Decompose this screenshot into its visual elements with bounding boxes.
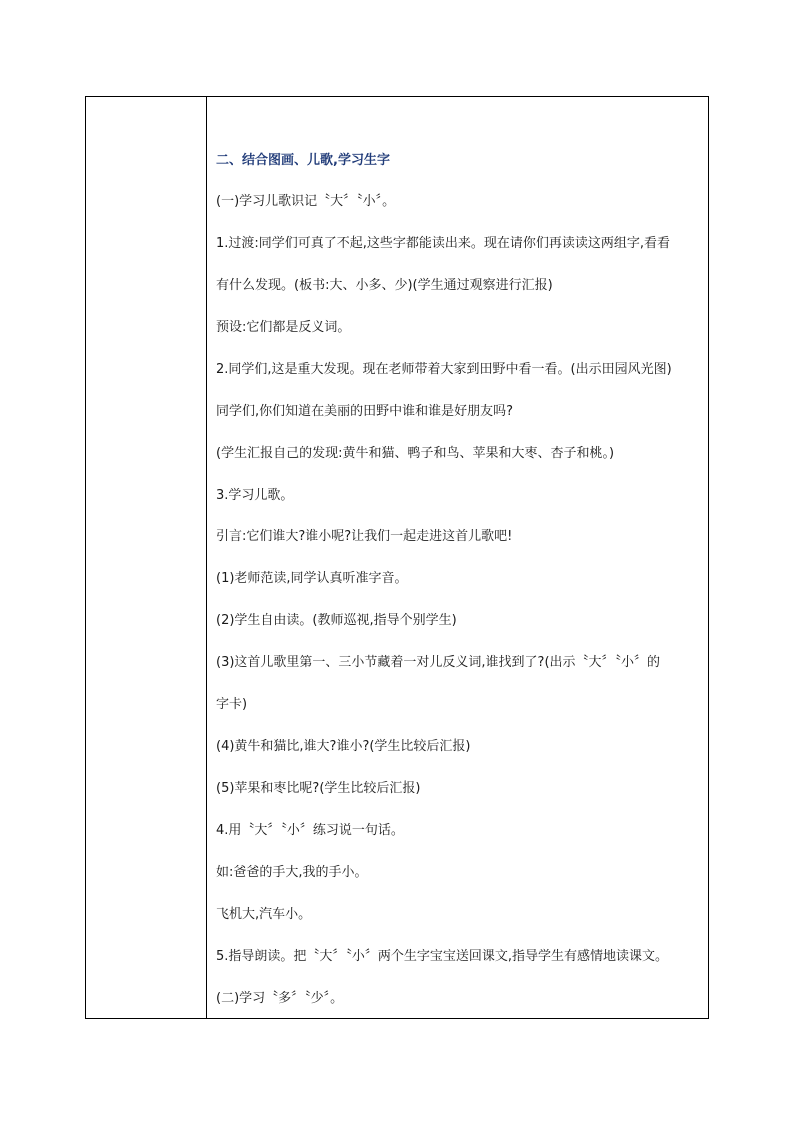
paragraph-line: 引言:它们谁大?谁小呢?让我们一起走进这首儿歌吧! bbox=[216, 529, 513, 544]
paragraph-line: 5.指导朗读。把〝大〞〝小〞两个生字宝宝送回课文,指导学生有感情地读课文。 bbox=[216, 949, 669, 964]
paragraph-line: 1.过渡:同学们可真了不起,这些字都能读出来。现在请你们再读读这两组字,看看 bbox=[216, 236, 671, 251]
lesson-table bbox=[85, 96, 709, 1019]
subsection-heading: (一)学习儿歌识记〝大〞〝小〞。 bbox=[216, 194, 396, 209]
paragraph-line: 字卡) bbox=[216, 697, 248, 712]
paragraph-line: 飞机大,汽车小。 bbox=[216, 907, 312, 922]
table-left-cell bbox=[86, 97, 207, 1018]
paragraph-line: 有什么发现。(板书:大、小多、少)(学生通过观察进行汇报) bbox=[216, 278, 553, 293]
paragraph-line: 如:爸爸的手大,我的手小。 bbox=[216, 865, 368, 880]
paragraph-line: 4.用〝大〞〝小〞练习说一句话。 bbox=[216, 823, 404, 838]
paragraph-line: 3.学习儿歌。 bbox=[216, 488, 294, 503]
paragraph-line: (2)学生自由读。(教师巡视,指导个别学生) bbox=[216, 613, 457, 628]
table-content-cell bbox=[207, 97, 708, 1018]
subsection-heading: (二)学习〝多〞〝少〞。 bbox=[216, 991, 344, 1006]
paragraph-line: 预设:它们都是反义词。 bbox=[216, 320, 351, 335]
paragraph-line: (3)这首儿歌里第一、三小节藏着一对儿反义词,谁找到了?(出示〝大〞〝小〞的 bbox=[216, 655, 661, 670]
paragraph-line: 2.同学们,这是重大发现。现在老师带着大家到田野中看一看。(出示田园风光图) bbox=[216, 362, 672, 377]
paragraph-line: 同学们,你们知道在美丽的田野中谁和谁是好朋友吗? bbox=[216, 404, 514, 419]
paragraph-line: (5)苹果和枣比呢?(学生比较后汇报) bbox=[216, 781, 421, 796]
paragraph-line: (4)黄牛和猫比,谁大?谁小?(学生比较后汇报) bbox=[216, 739, 471, 754]
paragraph-line: (1)老师范读,同学认真听准字音。 bbox=[216, 571, 408, 586]
section-heading: 二、结合图画、儿歌,学习生字 bbox=[216, 153, 390, 168]
paragraph-line: (学生汇报自己的发现:黄牛和猫、鸭子和鸟、苹果和大枣、杏子和桃。) bbox=[216, 446, 615, 461]
